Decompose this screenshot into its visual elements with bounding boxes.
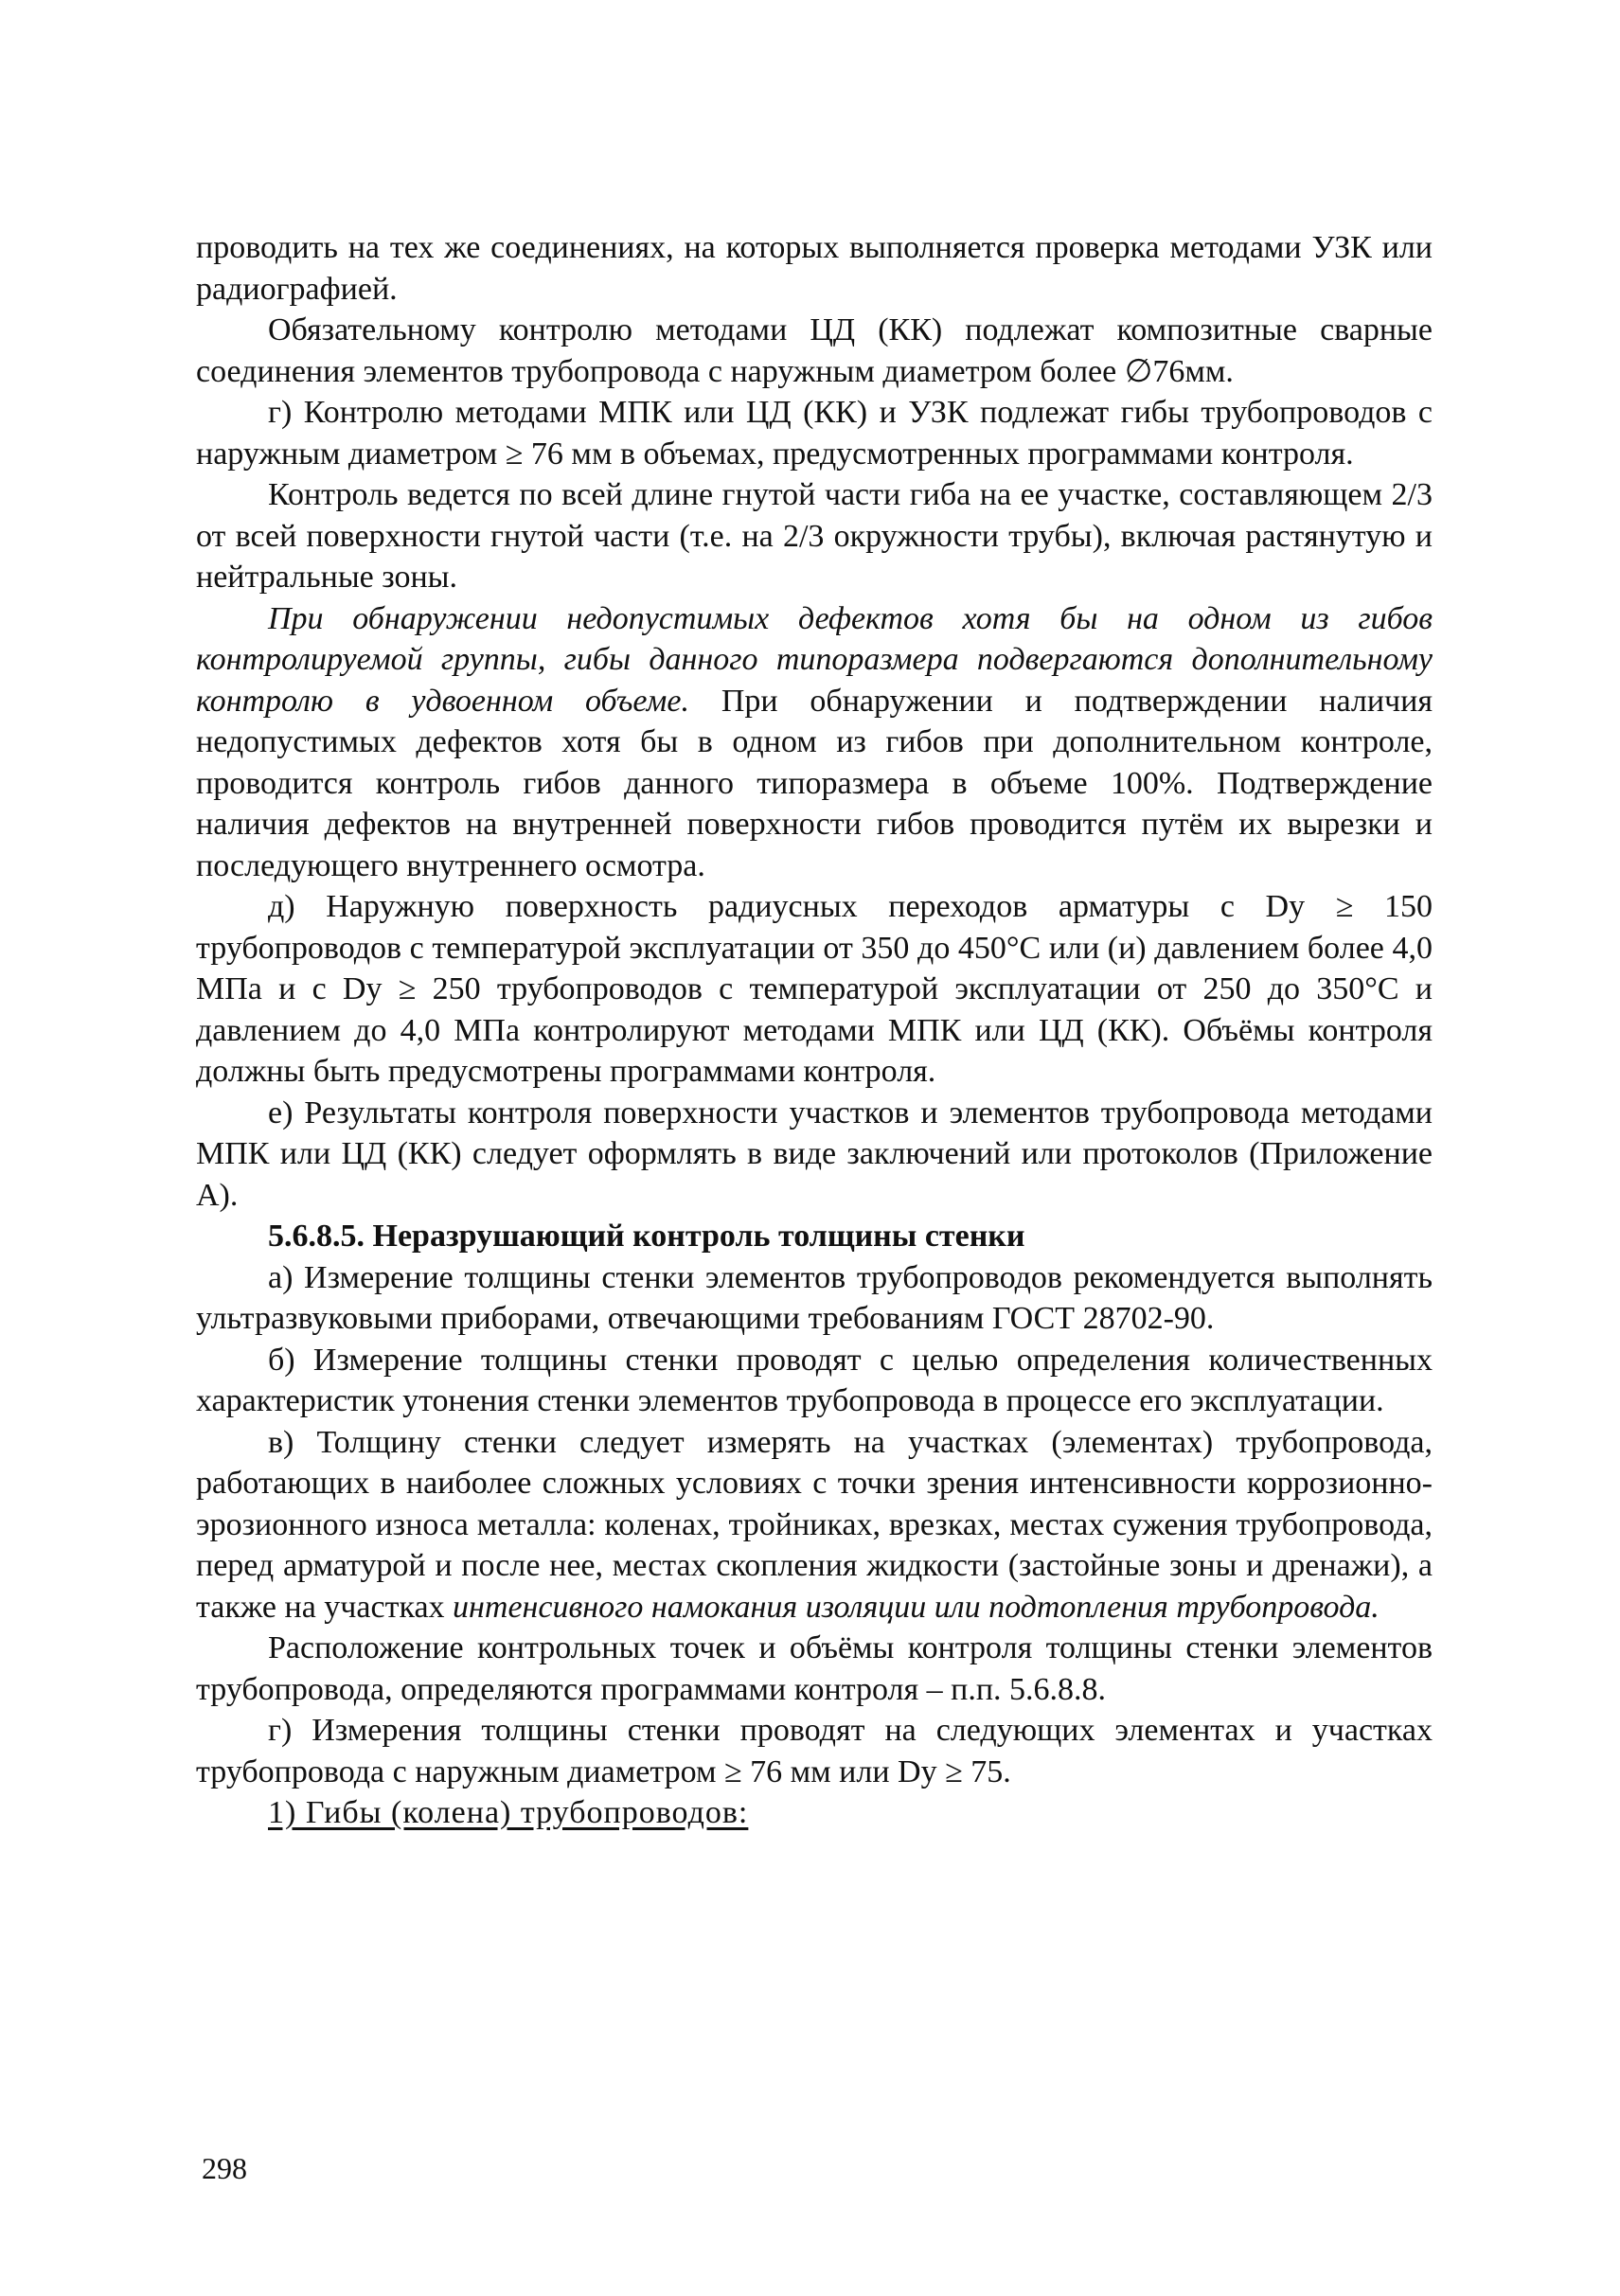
paragraph-control-points: Расположение контрольных точек и объёмы контроля толщины стенки элементов трубопровода, определяются программами контроля – п.п. 5.6.8.8. [196,1630,1433,1707]
section-heading-5-6-8-5: 5.6.8.5. Неразрушающий контроль толщины стенки [268,1219,1025,1254]
paragraph-mandatory-control: Обязательному контролю методами ЦД (КК) подлежат композитные сварные соединения элементов трубопровода с наружным диаметром более ∅76мм. [196,312,1433,389]
italic-insulation-text: интенсивного намокания изоляции или подтопления трубопровода. [453,1589,1380,1625]
paragraph-item-g-bends: г) Контролю методами МПК или ЦД (КК) и УЗК подлежат гибы трубопроводов с наружным диаметром ≥ 76 мм в объемах, предусмотренных программами контроля. [196,395,1433,472]
paragraph-continuation: проводить на тех же соединениях, на которых выполняется проверка методами УЗК или радиографией. [196,230,1433,307]
paragraph-item-e-results: е) Результаты контроля поверхности участков и элементов трубопровода методами МПК или ЦД (КК) следует оформлять в виде заключений или протоколов (Приложение А). [196,1095,1433,1213]
page-number: 298 [202,2151,247,2185]
paragraph-item-b-purpose: б) Измерение толщины стенки проводят с целью определения количественных характеристик утонения стенки элементов трубопровода в процессе его эксплуатации. [196,1342,1433,1418]
paragraph-defects-found [196,598,1433,887]
paragraph-item-g-measurements: г) Измерения толщины стенки проводят на следующих элементах и участках трубопровода с наружным диаметром ≥ 76 мм или Dу ≥ 75. [196,1713,1433,1789]
underlined-bends-heading: 1) Гибы (колена) трубопроводов: [268,1795,749,1830]
paragraph-item-d-transitions: д) Наружную поверхность радиусных переходов арматуры с Dу ≥ 150 трубопроводов с температурой эксплуатации от 350 до 450°С или (и) давлением более 4,0 МПа и с Dу ≥ 250 трубопроводов с температурой эксплуатации от 250 до 350°С и давлением до 4,0 МПа контролируют методами МПК или ЦД (КК). Объёмы контроля должны быть предусмотрены программами контроля. [196,889,1433,1089]
paragraph-item-v-locations [196,1422,1433,1629]
subheading-bends [196,1792,1433,1834]
defects-followup-sentence: При обнаружении и подтверждении наличия недопустимых дефектов хотя бы в одном из гибов при дополнительном контроле, проводится контроль гибов данного типоразмера в объеме 100%. Подтверждение наличия дефектов на внутренней поверхности гибов проводится путём их вырезки и последующего внутреннего осмотра. [196,683,1433,883]
paragraph-control-length: Контроль ведется по всей длине гнутой части гиба на ее участке, составляющем 2/3 от всей поверхности гнутой части (т.е. на 2/3 окружности трубы), включая растянутую и нейтральные зоны. [196,477,1433,595]
italic-defects-sentence: При обнаружении недопустимых дефектов хотя бы на одном из гибов контролируемой группы, гибы данного типоразмера подвергаются дополнительному контролю в удвоенном объеме. [196,600,1433,719]
paragraph-item-a-measurement: а) Измерение толщины стенки элементов трубопроводов рекомендуется выполнять ультразвуковыми приборами, отвечающими требованиям ГОСТ 28702-90. [196,1259,1433,1336]
body-text [196,227,1433,1834]
locations-text: в) Толщину стенки следует измерять на участках (элементах) трубопровода, работающих в наиболее сложных условиях с точки зрения интенсивности коррозионно-эрозионного износа металла: коленах, тройниках, врезках, местах сужения трубопровода, перед арматурой и после нее, местах скопления жидкости (застойные зоны и дренажи), а также на участках [196,1424,1433,1625]
